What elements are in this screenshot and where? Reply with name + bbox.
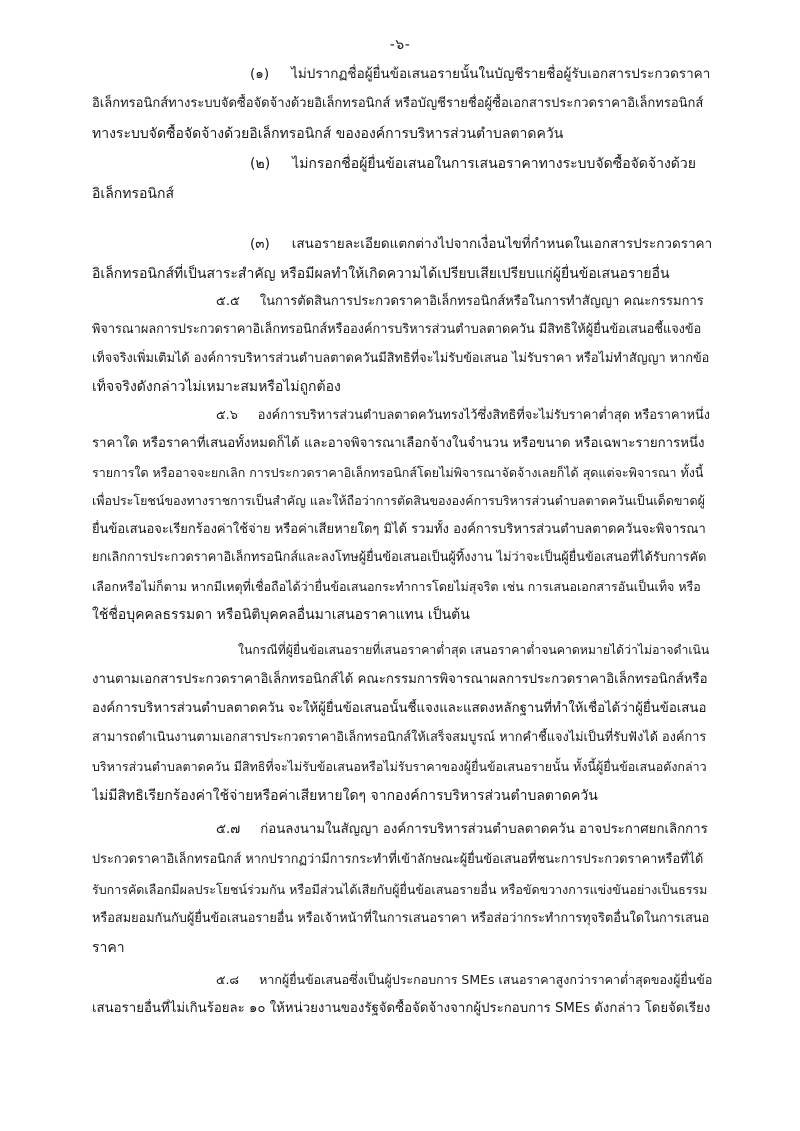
section-number: ๕.๕ — [216, 294, 240, 309]
section-5-5-line-2: พิจารณาผลการประกวดราคาอิเล็กทรอนิกส์หรือองค์การบริหารส่วนตำบลตาดควัน มีสิทธิให้ผู้ยื่นข้อเสนอชี้แจงข้อ — [92, 322, 702, 337]
paragraph-5-6b-line-6: ไม่มีสิทธิเรียกร้องค่าใช้จ่ายหรือค่าเสียหายใดๆ จากองค์การบริหารส่วนตำบลตาดควัน — [92, 788, 598, 804]
section-text: ในการตัดสินการประกวดราคาอิเล็กทรอนิกส์หรือในการทำสัญญา คณะกรรมการ — [259, 294, 704, 309]
section-5-6-line-5: ยื่นข้อเสนอจะเรียกร้องค่าใช้จ่าย หรือค่าเสียหายใดๆ มิได้ รวมทั้ง องค์การบริหารส่วนตำบลตาดควันจะพิจารณา — [92, 522, 706, 537]
section-5-7-line-2: ประกวดราคาอิเล็กทรอนิกส์ หากปรากฏว่ามีการกระทำที่เข้าลักษณะผู้ยื่นข้อเสนอที่ชนะการประกวดราคาหรือที่ได้ — [92, 852, 704, 867]
section-number: ๕.๘ — [216, 972, 240, 987]
item-text: ไม่กรอกชื่อผู้ยื่นข้อเสนอในการเสนอราคาทางระบบจัดซื้อจัดจ้างด้วย — [292, 156, 696, 172]
paragraph-5-6b-line-5: บริหารส่วนตำบลตาดควัน มีสิทธิที่จะไม่รับข้อเสนอหรือไม่รับราคาของผู้ยื่นข้อเสนอรายนั้น ทั้งนี้ผู้ยื่นข้อเสนอดังกล่าว — [92, 759, 707, 774]
section-text: องค์การบริหารส่วนตำบลตาดควันทรงไว้ซึ่งสิทธิที่จะไม่รับราคาต่ำสุด หรือราคาหนึ่ง — [257, 408, 710, 423]
section-5-6-line-2: ราคาใด หรือราคาที่เสนอทั้งหมดก็ได้ และอาจพิจารณาเลือกจ้างในจำนวน หรือขนาด หรือเฉพาะรายการหนึ่ง — [92, 436, 705, 451]
section-5-6-line-6: ยกเลิกการประกวดราคาอิเล็กทรอนิกส์และลงโทษผู้ยื่นข้อเสนอเป็นผู้ทิ้งงาน ไม่ว่าจะเป็นผู้ยื่นข้อเสนอที่ได้รับการคัด — [92, 550, 707, 565]
item-text: ไม่ปรากฏชื่อผู้ยื่นข้อเสนอรายนั้นในบัญชีรายชื่อผู้รับเอกสารประกวดราคา — [291, 66, 711, 82]
section-text: หากผู้ยื่นข้อเสนอซึ่งเป็นผู้ประกอบการ SMEs เสนอราคาสูงกว่าราคาต่ำสุดของผู้ยื่นข้อ — [259, 972, 713, 987]
item-text: เสนอรายละเอียดแตกต่างไปจากเงื่อนไขที่กำหนดในเอกสารประกวดราคา — [291, 236, 713, 252]
section-5-6-line-1 — [216, 406, 710, 426]
item-3-line-2: อิเล็กทรอนิกส์ที่เป็นสาระสำคัญ หรือมีผลทำให้เกิดความได้เปรียบเสียเปรียบแก่ผู้ยื่นข้อเสนอรายอื่น — [92, 266, 670, 282]
item-1-line-3: ทางระบบจัดซื้อจัดจ้างด้วยอิเล็กทรอนิกส์ ขององค์การบริหารส่วนตำบลตาดควัน — [92, 126, 564, 142]
section-number: ๕.๖ — [216, 408, 238, 423]
section-5-8-line-2: เสนอรายอื่นที่ไม่เกินร้อยละ ๑๐ ให้หน่วยงานของรัฐจัดซื้อจัดจ้างจากผู้ประกอบการ SMEs ดังกล่าว โดยจัดเรียง — [92, 1001, 711, 1016]
item-1-line-1 — [250, 64, 710, 84]
paragraph-5-6b-line-1: ในกรณีที่ผู้ยื่นข้อเสนอรายที่เสนอราคาต่ำสุด เสนอราคาต่ำจนคาดหมายได้ว่าไม่อาจดำเนิน — [238, 643, 710, 657]
item-2-line-1 — [250, 154, 696, 174]
page-number: -๖- — [389, 37, 411, 53]
section-number: ๕.๗ — [216, 822, 241, 837]
section-5-6-line-4: เพื่อประโยชน์ของทางราชการเป็นสำคัญ และให้ถือว่าการตัดสินขององค์การบริหารส่วนตำบลตาดควันเป็นเด็ดขาดผู้ — [92, 493, 705, 508]
section-5-8-line-1 — [216, 970, 712, 990]
section-5-6-line-8: ใช้ชื่อบุคคลธรรมดา หรือนิติบุคคลอื่นมาเสนอราคาแทน เป็นต้น — [92, 607, 470, 623]
paragraph-5-6b-line-4: สามารถดำเนินงานตามเอกสารประกวดราคาอิเล็กทรอนิกส์ให้เสร็จสมบูรณ์ หากคำชี้แจงไม่เป็นที่รับฟังได้ องค์การ — [92, 730, 707, 745]
item-number: (๓) — [250, 236, 270, 252]
item-number: (๒) — [250, 156, 271, 172]
paragraph-5-6b-line-3: องค์การบริหารส่วนตำบลตาดควัน จะให้ผู้ยื่นข้อเสนอนั้นชี้แจงและแสดงหลักฐานที่ทำให้เชื่อได้ว่าผู้ยื่นข้อเสนอ — [92, 701, 707, 716]
section-5-6-line-7: เลือกหรือไม่ก็ตาม หากมีเหตุที่เชื่อถือได้ว่ายื่นข้อเสนอกระทำการโดยไม่สุจริต เช่น การเสนอเอกสารอันเป็นเท็จ หรือ — [92, 579, 701, 594]
section-5-5-line-1 — [216, 292, 704, 312]
section-5-5-line-3: เท็จจริงเพิ่มเติมได้ องค์การบริหารส่วนตำบลตาดควันมีสิทธิที่จะไม่รับข้อเสนอ ไม่รับราคา หรือไม่ทำสัญญา หากข้อ — [92, 351, 710, 366]
section-5-5-line-4: เท็จจริงดังกล่าวไม่เหมาะสมหรือไม่ถูกต้อง — [92, 379, 341, 395]
item-1-line-2: อิเล็กทรอนิกส์ทางระบบจัดซื้อจัดจ้างด้วยอิเล็กทรอนิกส์ หรือบัญชีรายชื่อผู้ซื้อเอกสารประกวดราคาอิเล็กทรอนิกส์ — [92, 96, 704, 111]
section-5-7-line-4: หรือสมยอมกันกับผู้ยื่นข้อเสนอรายอื่น หรือเจ้าหน้าที่ในการเสนอราคา หรือส่อว่ากระทำการทุจริตอื่นใดในการเสนอ — [92, 911, 710, 926]
section-5-7-line-3: รับการคัดเลือกมีผลประโยชน์ร่วมกัน หรือมีส่วนได้เสียกับผู้ยื่นข้อเสนอรายอื่น หรือขัดขวางการแข่งขันอย่างเป็นธรรม — [92, 882, 708, 897]
section-5-7-line-5: ราคา — [92, 940, 125, 956]
item-3-line-1 — [250, 234, 712, 254]
section-5-6-line-3: รายการใด หรืออาจจะยกเลิก การประกวดราคาอิเล็กทรอนิกส์โดยไม่พิจารณาจัดจ้างเลยก็ได้ สุดแต่จะพิจารณา ทั้งนี้ — [92, 465, 704, 480]
section-5-7-line-1 — [216, 820, 708, 840]
section-text: ก่อนลงนามในสัญญา องค์การบริหารส่วนตำบลตาดควัน อาจประกาศยกเลิกการ — [260, 822, 708, 837]
paragraph-5-6b-line-2: งานตามเอกสารประกวดราคาอิเล็กทรอนิกส์ได้ คณะกรรมการพิจารณาผลการประกวดราคาอิเล็กทรอนิกส์หรือ — [92, 672, 708, 687]
item-number: (๑) — [250, 66, 270, 82]
item-2-line-2: อิเล็กทรอนิกส์ — [92, 186, 174, 202]
